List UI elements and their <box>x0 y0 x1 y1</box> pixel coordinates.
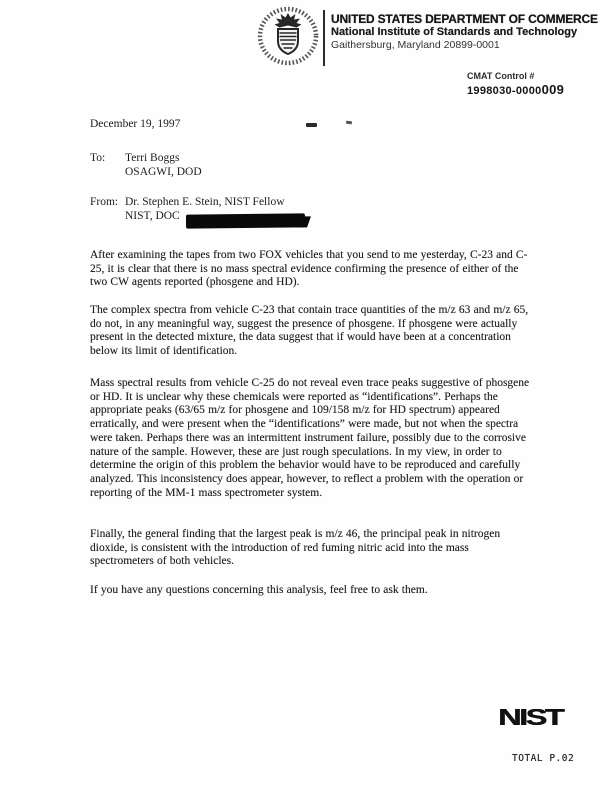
paragraph-5: If you have any questions concerning this analysis, feel free to ask them. <box>90 584 428 596</box>
to-org: OSAGWI, DOD <box>125 165 202 178</box>
to-block <box>125 152 202 179</box>
redaction-bar <box>186 213 305 228</box>
department-of-commerce-seal-icon <box>256 6 322 66</box>
scan-smudge <box>306 123 317 127</box>
from-label: From: <box>90 196 119 208</box>
letterhead-text <box>331 13 606 51</box>
cmat-number-suffix: 009 <box>541 82 565 97</box>
scan-smudge <box>346 121 352 125</box>
institute-name: National Institute of Standards and Technology <box>331 25 578 38</box>
from-org: NIST, DOC <box>125 209 180 222</box>
paragraph-3: Mass spectral results from vehicle C-25 do not reveal even trace peaks suggestive of phosgene or HD. It is unclear why these chemicals were reported as “identifications”. Perhaps the appropriate peaks (63/65 m/z for phosgene and 109/158 m/z for HD spectrum) appeared erratically, and were present when the “identifications” were made, but not when the spectra were taken. Perhaps there was an intermittent instrument failure, possibly due to the corrosive nature of the sample. However, these are just rough speculations. In my view, in order to determine the origin of this problem the behavior would have to be reproduced and carefully analyzed. This inconsistency does appear, however, to reflect a problem with the operation or reporting of the MM-1 mass spectrometer system. <box>90 377 530 499</box>
nist-logo: NIST <box>498 704 563 730</box>
letter-date: December 19, 1997 <box>90 118 181 130</box>
paragraph-4: Finally, the general finding that the largest peak is m/z 46, the principal peak in nitrogen dioxide, is consistent with the introduction of red fuming nitric acid into the mass spectrometers of both vehicles. <box>90 528 501 568</box>
cmat-control-number <box>467 82 564 97</box>
cmat-control-label: CMAT Control # <box>467 71 535 81</box>
cmat-control-block <box>467 71 564 97</box>
letterhead-divider <box>323 10 325 66</box>
to-label: To: <box>90 152 106 164</box>
paragraph-1: After examining the tapes from two FOX vehicles that you send to me yesterday, C-23 and C-25, it is clear that there is no mass spectral evidence confirming the presence of either of the two CW agents reported (phosgene and HD). <box>90 249 528 289</box>
to-name: Terri Boggs <box>125 152 180 164</box>
agency-name: UNITED STATES DEPARTMENT OF COMMERCE <box>331 12 598 26</box>
cmat-number-prefix: 1998030-0000 <box>467 85 542 97</box>
paragraph-2: The complex spectra from vehicle C-23 that contain trace quantities of the m/z 63 and m/z 65, do not, in any meaningful way, suggest the presence of phosgene. If phosgene were actually present in the detected mixture, the data suggest that if would have been at a concentration below its limit of identification. <box>90 304 529 358</box>
fax-page-total: TOTAL P.02 <box>512 753 575 764</box>
from-name: Dr. Stephen E. Stein, NIST Fellow <box>125 196 285 208</box>
agency-address: Gaithersburg, Maryland 20899-0001 <box>331 39 500 52</box>
